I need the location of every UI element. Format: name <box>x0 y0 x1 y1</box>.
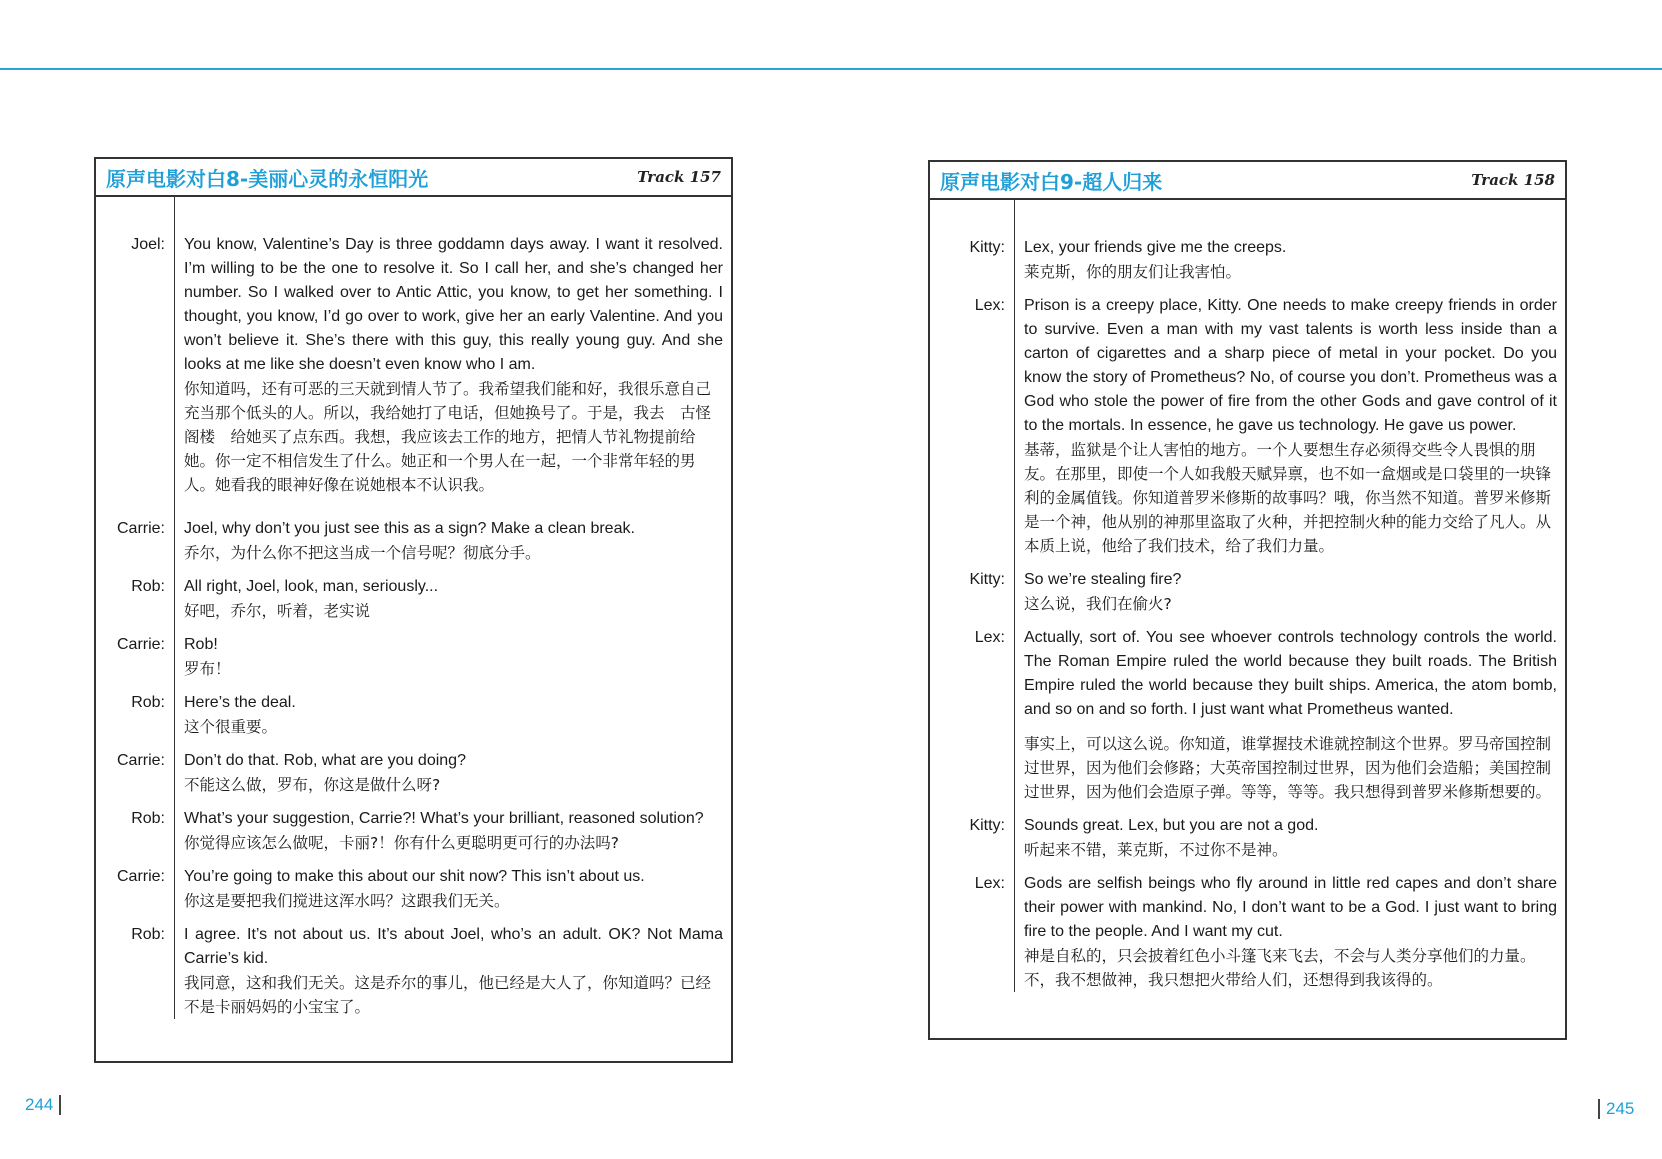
dialogue-row <box>930 814 1565 862</box>
english-line: You’re going to make this about our shit now? This isn’t about us. <box>184 868 645 885</box>
dialogue-row <box>96 633 731 681</box>
panel-title: 原声电影对白9-超人归来 <box>940 169 1163 194</box>
chinese-line: 听起来不错，莱克斯，不过你不是神。 <box>1024 841 1288 859</box>
chinese-line: 这么说，我们在偷火? <box>1024 595 1172 613</box>
speaker-name: Rob: <box>131 810 165 827</box>
dialogue-row <box>96 807 731 855</box>
dialogue-row <box>930 294 1565 558</box>
speaker-name: Kitty: <box>969 817 1005 834</box>
english-line: Joel, why don’t you just see this as a sign? Make a clean break. <box>184 520 635 537</box>
dialogue-body <box>96 197 731 1019</box>
dialogue-row <box>96 575 731 623</box>
track-label: Track 157 <box>637 168 721 186</box>
chinese-line: 不能这么做，罗布，你这是做什么呀? <box>184 776 441 794</box>
speaker-name: Joel: <box>131 236 165 253</box>
speaker-name: Carrie: <box>116 520 165 537</box>
dialogue-body <box>930 200 1565 992</box>
speaker-name: Lex: <box>974 629 1005 646</box>
speaker-name: Lex: <box>974 297 1005 314</box>
page-number-left: 244 <box>25 1095 61 1115</box>
page-number-right: 245 <box>1598 1099 1634 1119</box>
english-line: Sounds great. Lex, but you are not a god. <box>1024 817 1319 834</box>
speaker-name: Rob: <box>131 694 165 711</box>
speaker-name: Lex: <box>974 875 1005 892</box>
dialogue-panel-right <box>928 160 1567 1040</box>
panel-title: 原声电影对白8-美丽心灵的永恒阳光 <box>106 166 429 191</box>
dialogue-panel-left <box>94 157 733 1063</box>
english-line: I agree. It’s not about us. It’s about Joel, who’s an adult. OK? Not Mama Carrie’s kid. <box>184 926 723 967</box>
dialogue-row <box>930 236 1565 284</box>
dialogue-row <box>930 626 1565 804</box>
column-divider <box>174 197 175 1019</box>
dialogue-row <box>930 568 1565 616</box>
english-line: Lex, your friends give me the creeps. <box>1024 239 1287 256</box>
panel-header <box>96 159 731 197</box>
dialogue-row <box>96 865 731 913</box>
speaker-name: Carrie: <box>116 752 165 769</box>
english-line: Don’t do that. Rob, what are you doing? <box>184 752 466 769</box>
chinese-line: 你这是要把我们搅进这浑水吗？这跟我们无关。 <box>184 892 510 910</box>
chinese-line: 你知道吗，还有可恶的三天就到情人节了。我希望我们能和好，我很乐意自己充当那个低头的人。所以，我给她打了电话，但她换号了。于是，我去 古怪阁楼 给她买了点东西。我想，我应该去工作的地方，把情人节礼物提前给她。你一定不相信发生了什么。她正和一个男人在一起，一个非常年轻的男人。她看我的眼神好像在说她根本不认识我。 <box>184 380 712 494</box>
english-line: All right, Joel, look, man, seriously... <box>184 578 439 595</box>
dialogue-row <box>96 691 731 739</box>
english-line: Rob! <box>184 636 218 653</box>
english-line: Actually, sort of. You see whoever controls technology controls the world. The Roman Empire ruled the world because they built roads. The British Empire ruled the world because they built ships. America, the atom bomb, and so on and so forth. I just want what Prometheus wanted. <box>1024 629 1557 718</box>
dialogue-row <box>930 872 1565 992</box>
chinese-line: 神是自私的，只会披着红色小斗篷飞来飞去，不会与人类分享他们的力量。不，我不想做神，我只想把火带给人们，还想得到我该得的。 <box>1024 947 1536 989</box>
speaker-name: Carrie: <box>116 868 165 885</box>
speaker-name: Kitty: <box>969 239 1005 256</box>
chinese-line: 基蒂，监狱是个让人害怕的地方。一个人要想生存必须得交些令人畏惧的朋友。在那里，即使一个人如我般天赋异禀，也不如一盒烟或是口袋里的一块锋利的金属值钱。你知道普罗米修斯的故事吗？哦，你当然不知道。普罗米修斯是一个神，他从别的神那里盗取了火种，并把控制火种的能力交给了凡人。从本质上说，他给了我们技术，给了我们力量。 <box>1024 441 1552 555</box>
dialogue-row <box>96 923 731 1019</box>
english-line: Prison is a creepy place, Kitty. One needs to make creepy friends in order to survive. Even a man with my vast talents is worth less inside than a carton of cigarettes and a sharp piece of metal in your pocket. Do you know the story of Prometheus? No, of course you don’t. Prometheus was a God who stole the power of fire from the other Gods and gave control of it to the mortals. In essence, he gave us technology. He gave us power. <box>1024 297 1557 434</box>
english-line: So we’re stealing fire? <box>1024 571 1182 588</box>
speaker-name: Rob: <box>131 578 165 595</box>
english-line: Here’s the deal. <box>184 694 296 711</box>
panel-header <box>930 162 1565 200</box>
speaker-name: Kitty: <box>969 571 1005 588</box>
chinese-line: 你觉得应该怎么做呢，卡丽?！你有什么更聪明更可行的办法吗? <box>184 834 619 852</box>
english-line: Gods are selfish beings who fly around in little red capes and don’t share their power with mankind. No, I don’t want to be a God. I just want to bring fire to the people. And I want my cut. <box>1024 875 1557 940</box>
dialogue-row <box>96 749 731 797</box>
chinese-line: 我同意，这和我们无关。这是乔尔的事儿，他已经是大人了，你知道吗？已经不是卡丽妈妈的小宝宝了。 <box>184 974 712 1016</box>
speaker-name: Rob: <box>131 926 165 943</box>
chinese-line: 乔尔，为什么你不把这当成一个信号呢？彻底分手。 <box>184 544 541 562</box>
chinese-line: 事实上，可以这么说。你知道，谁掌握技术谁就控制这个世界。罗马帝国控制过世界，因为他们会修路；大英帝国控制过世界，因为他们会造船；美国控制过世界，因为他们会造原子弹。等等，等等。我只想得到普罗米修斯想要的。 <box>1024 735 1552 801</box>
dialogue-row <box>96 233 731 497</box>
english-line: What’s your suggestion, Carrie?! What’s your brilliant, reasoned solution? <box>184 810 704 827</box>
chinese-line: 这个很重要。 <box>184 718 278 736</box>
chinese-line: 莱克斯，你的朋友们让我害怕。 <box>1024 263 1242 281</box>
dialogue-row <box>96 517 731 565</box>
chinese-line: 罗布！ <box>184 660 231 678</box>
english-line: You know, Valentine’s Day is three goddamn days away. I want it resolved. I’m willing to be the one to resolve it. So I call her, and she’s changed her number. So I walked over to Antic Attic, you know, to get her something. I thought, you know, I’d go over to work, give her an early Valentine. And you won’t believe it. She’s there with this guy, this really young guy. And she looks at me like she doesn’t even know who I am. <box>184 236 723 373</box>
chinese-line: 好吧，乔尔，听着，老实说 <box>184 602 371 620</box>
column-divider <box>1014 200 1015 992</box>
top-rule <box>0 68 1662 70</box>
speaker-name: Carrie: <box>116 636 165 653</box>
track-label: Track 158 <box>1471 171 1555 189</box>
